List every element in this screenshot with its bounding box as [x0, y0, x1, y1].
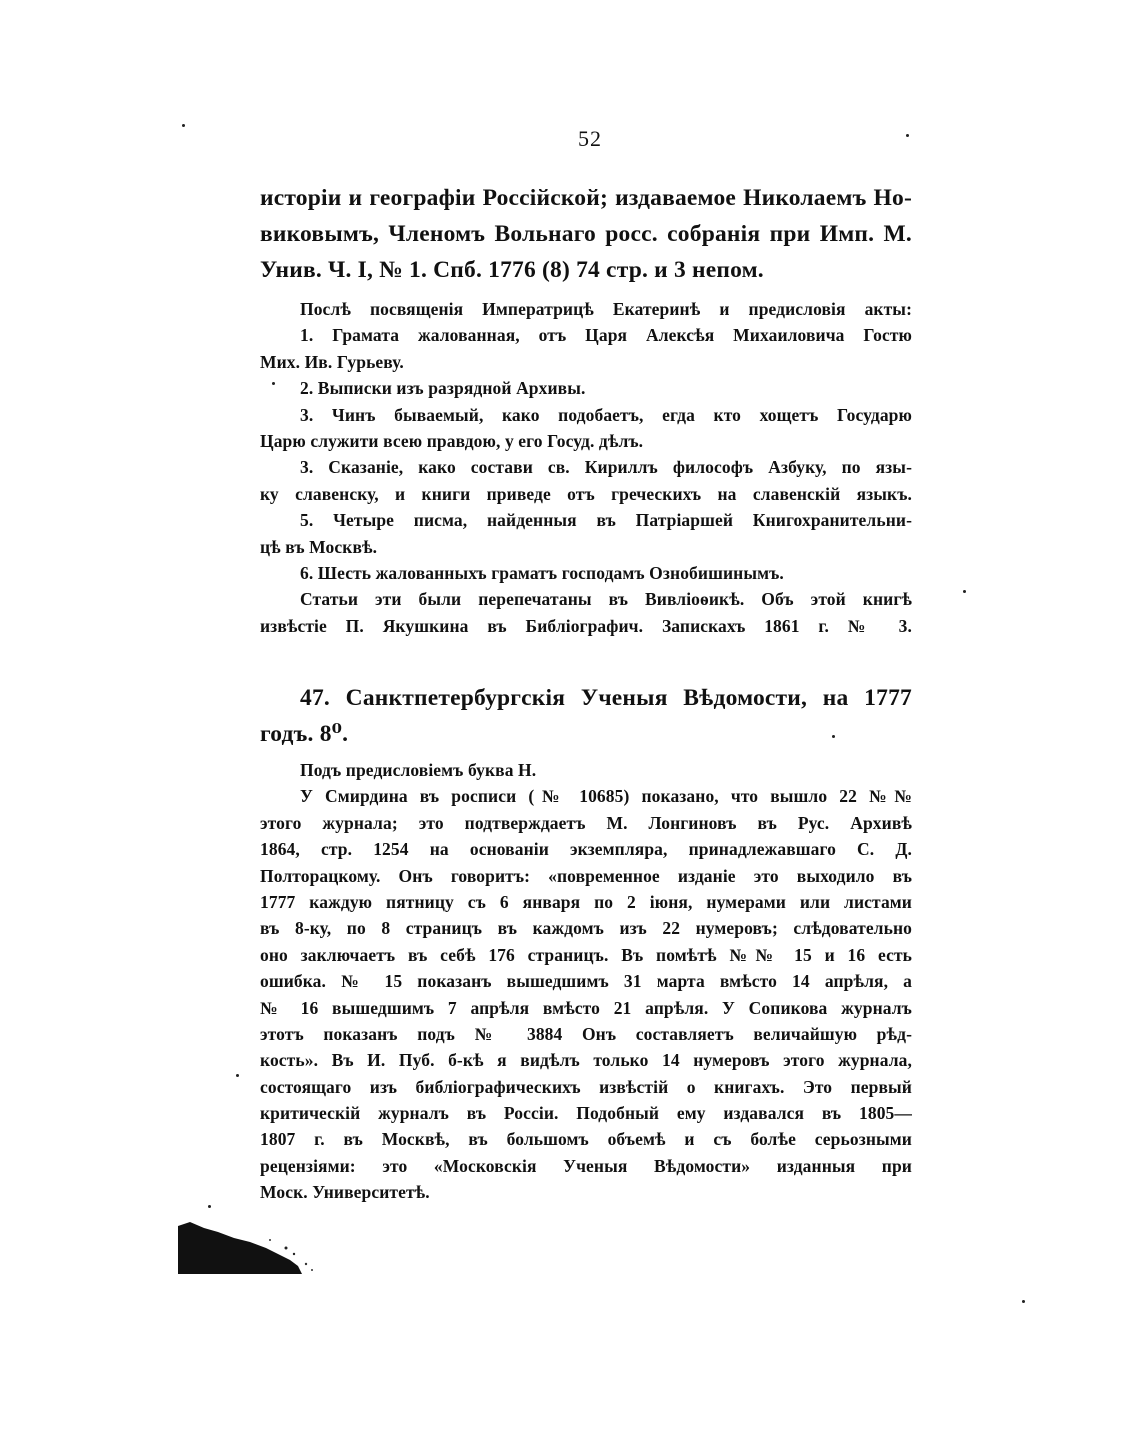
text-line: Царю служити всею правдою, у его Госуд. дѣлъ.	[260, 430, 644, 451]
text-line: 3. Чинъ бываемый, како подобаетъ, егда кто хощетъ Государю	[300, 404, 912, 425]
text-line: въ 8-ку, по 8 страницъ въ каждомъ изъ 22 нумеровъ; слѣдовательно	[260, 918, 912, 939]
text-line: Моск. Университетѣ.	[260, 1182, 430, 1203]
text-line: рецензiями: это «Московскiя Ученыя Вѣдомости» изданныя при	[260, 1155, 912, 1176]
text-line: Унив. Ч. I, № 1. Спб. 1776 (8) 74 стр. и 3 непом.	[260, 257, 764, 283]
page-number: 52	[578, 126, 602, 151]
scan-speck	[1022, 1300, 1025, 1303]
entry-47-body	[260, 757, 912, 1206]
scan-speck	[236, 1074, 239, 1077]
text-line: № 16 вышедшимъ 7 апрѣля вмѣсто 21 апрѣля. У Сопикова журналъ	[260, 997, 912, 1018]
text-line: критическiй журналъ въ Россiи. Подобный ему издавался въ 1805—	[260, 1103, 912, 1124]
entry-46-body	[260, 296, 912, 639]
text-line: Послѣ посвященiя Императрицѣ Екатеринѣ и предисловiя акты:	[300, 299, 912, 319]
text-line: Статьи эти были перепечатаны въ Вивлiоѳикѣ. Объ этой книгѣ	[300, 589, 912, 610]
text-line: 6. Шесть жалованныхъ граматъ господамъ Ознобишинымъ.	[300, 562, 784, 583]
text-line: 5. Четыре писма, найденныя въ Патрiаршей Книгохранительни-	[300, 510, 912, 531]
text-line: 1864, стр. 1254 на основанiи экземпляра, принадлежавшаго С. Д.	[260, 839, 912, 860]
text-line: Полторацкому. Онъ говоритъ: «повременное изданiе это выходило въ	[260, 865, 912, 886]
scan-speck	[272, 382, 275, 385]
text-line: оно заключаетъ въ себѣ 176 страницъ. Въ помѣтѣ №№ 15 и 16 есть	[260, 944, 912, 965]
text-line: 1807 г. въ Москвѣ, въ большомъ объемѣ и съ болѣе серьозными	[260, 1129, 912, 1150]
text-line: 1. Грамата жалованная, отъ Царя Алексѣя Михаиловича Гостю	[300, 325, 912, 346]
scan-speck	[963, 590, 966, 593]
text-line: цѣ въ Москвѣ.	[260, 536, 378, 557]
text-line: этотъ показанъ подъ № 3884 Онъ составляетъ величайшую рѣд-	[260, 1023, 912, 1044]
entry-47-heading	[260, 680, 912, 752]
text-line: ошибка. № 15 показанъ вышедшимъ 31 марта вмѣсто 14 апрѣля, а	[260, 971, 912, 992]
text-line: исторiи и географiи Россiйской; издаваемое Николаемъ Но-	[260, 185, 912, 211]
text-line: ку славенску, и книги приведе отъ греческихъ на славенскiй языкъ.	[260, 483, 912, 504]
scan-speck	[182, 124, 185, 127]
text-line: У Смирдина въ росписи (№ 10685) показано, что вышло 22 №№	[300, 786, 912, 807]
scan-speck	[906, 134, 909, 137]
text-line: 3. Сказанiе, како состави св. Кириллъ философъ Азбуку, по язы-	[300, 457, 912, 478]
text-line: годъ. 8⁰.	[260, 721, 349, 747]
entry-46-heading	[260, 180, 912, 288]
text-line: извѣстiе П. Якушкина въ Библiографич. Запискахъ 1861 г. № 3.	[260, 615, 912, 636]
text-line: виковымъ, Членомъ Вольнаго росс. собранiя при Имп. М.	[260, 221, 912, 247]
text-line: Мих. Ив. Гурьеву.	[260, 351, 404, 372]
text-line: 2. Выписки изъ разрядной Архивы.	[300, 378, 586, 399]
ink-smudge-artifact	[178, 1218, 318, 1278]
text-line: кость». Въ И. Пуб. б-кѣ я видѣлъ только 14 нумеровъ этого журнала,	[260, 1050, 912, 1071]
scan-speck	[208, 1205, 211, 1208]
text-line: 1777 каждую пятницу съ 6 января по 2 iюня, нумерами или листами	[260, 891, 912, 912]
scan-speck	[832, 735, 835, 738]
text-line: состоящаго изъ библiографическихъ извѣстiй о книгахъ. Это первый	[260, 1076, 912, 1097]
text-line: 47. Санктпетербургскiя Ученыя Вѣдомости, на 1777	[300, 685, 912, 711]
text-line: Подъ предисловiемъ буква Н.	[300, 760, 537, 780]
text-line: этого журнала; это подтверждаетъ М. Лонгиновъ въ Рус. Архивѣ	[260, 812, 912, 833]
